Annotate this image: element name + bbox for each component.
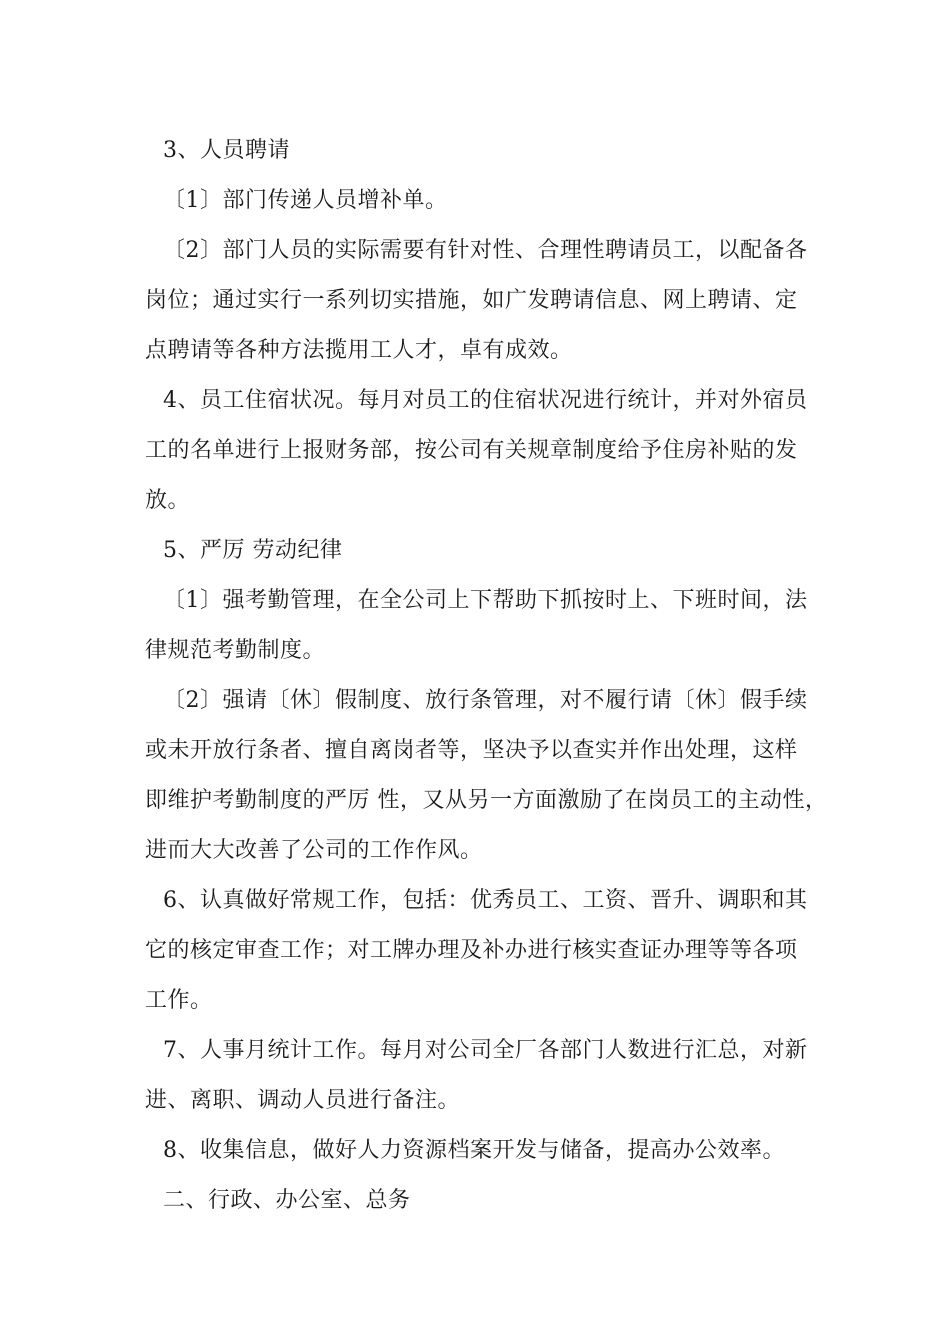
text-line: 〔1〕强考勤管理，在全公司上下帮助下抓按时上、下班时间，法 — [163, 588, 808, 613]
text-line: 5、严厉 劳动纪律 — [163, 538, 343, 563]
text-line: 〔2〕强请〔休〕假制度、放行条管理，对不履行请〔休〕假手续 — [163, 688, 808, 713]
text-line: 4、员工住宿状况。每月对员工的住宿状况进行统计，并对外宿员 — [163, 388, 808, 413]
text-line: 即维护考勤制度的严厉 性，又从另一方面激励了在岗员工的主动性， — [145, 788, 828, 813]
text-line: 〔2〕部门人员的实际需要有针对性、合理性聘请员工，以配备各 — [163, 238, 808, 263]
text-line: 进而大大改善了公司的工作作风。 — [145, 838, 483, 863]
text-line: 8、收集信息，做好人力资源档案开发与储备，提高办公效率。 — [163, 1138, 785, 1163]
text-line: 6、认真做好常规工作，包括：优秀员工、工资、晋升、调职和其 — [163, 888, 808, 913]
text-line: 3、人员聘请 — [163, 138, 290, 163]
text-line: 工作。 — [145, 988, 213, 1013]
text-line: 进、离职、调动人员进行备注。 — [145, 1088, 461, 1113]
text-line: 点聘请等各种方法揽用工人才，卓有成效。 — [145, 338, 573, 363]
text-line: 它的核定审查工作；对工牌办理及补办进行核实查证办理等等各项 — [145, 938, 798, 963]
section-heading: 二、行政、办公室、总务 — [163, 1188, 411, 1213]
text-line: 律规范考勤制度。 — [145, 638, 326, 663]
text-line: 岗位；通过实行一系列切实措施，如广发聘请信息、网上聘请、定 — [145, 288, 798, 313]
text-line: 放。 — [145, 488, 191, 513]
text-line: 工的名单进行上报财务部，按公司有关规章制度给予住房补贴的发 — [145, 438, 798, 463]
text-line: 或未开放行条者、擅自离岗者等，坚决予以查实并作出处理，这样 — [145, 738, 798, 763]
text-line: 7、人事月统计工作。每月对公司全厂各部门人数进行汇总，对新 — [163, 1038, 808, 1063]
text-line: 〔1〕部门传递人员增补单。 — [163, 188, 448, 213]
